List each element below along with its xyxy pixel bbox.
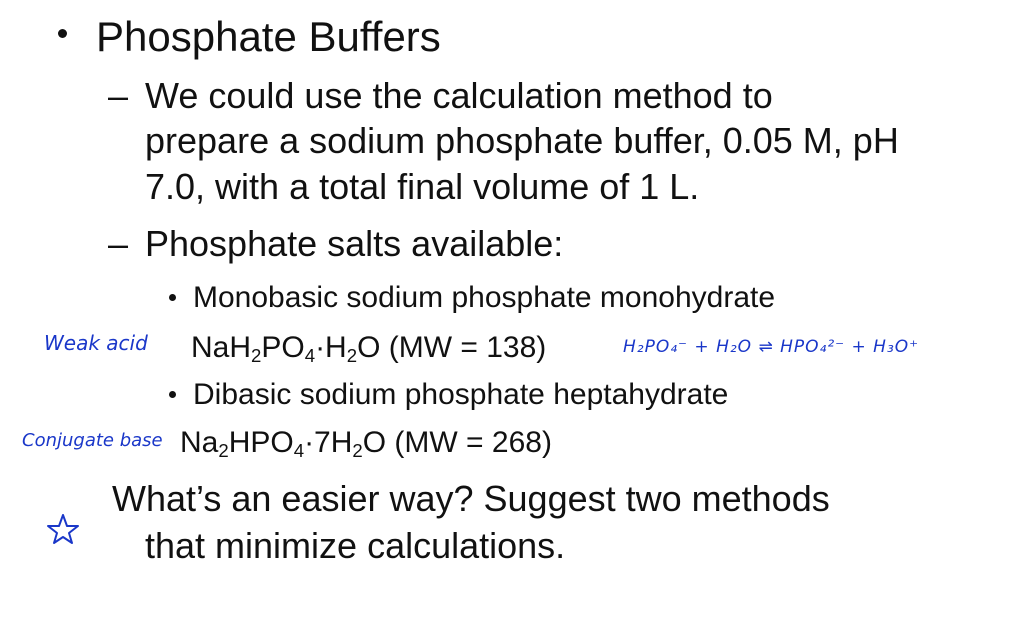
salt2-bullet: [169, 391, 176, 398]
star-icon: [46, 512, 80, 546]
handwritten-weak-acid: Weak acid: [44, 331, 148, 355]
salt1-name: Monobasic sodium phosphate monohydrate: [193, 281, 776, 314]
point1-line3: 7.0, with a total final volume of 1 L.: [145, 166, 700, 207]
question-line1: What’s an easier way? Suggest two methods: [112, 478, 830, 519]
handwritten-conjugate-base: Conjugate base: [22, 430, 163, 451]
point1-line1: We could use the calculation method to: [145, 75, 773, 116]
point1-dash: –: [108, 75, 129, 116]
point1-line2: prepare a sodium phosphate buffer, 0.05 M, pH: [145, 120, 899, 161]
salt1-formula: $NaH_2PO_4\cdot H_2O$ (MW = 138): [191, 331, 547, 367]
point2-dash: –: [108, 223, 129, 264]
salt2-name: Dibasic sodium phosphate heptahydrate: [193, 378, 729, 411]
question-line2: that minimize calculations.: [145, 525, 566, 566]
salt2-formula: $Na_2HPO_4\cdot 7H_2O$ (MW = 268): [180, 426, 552, 462]
slide-title: Phosphate Buffers: [96, 13, 441, 60]
handwritten-equation: H₂PO₄⁻ + H₂O ⇌ HPO₄²⁻ + H₃O⁺: [623, 337, 920, 357]
title-bullet: [58, 29, 67, 38]
salt1-bullet: [169, 294, 176, 301]
point2-text: Phosphate salts available:: [145, 223, 564, 264]
